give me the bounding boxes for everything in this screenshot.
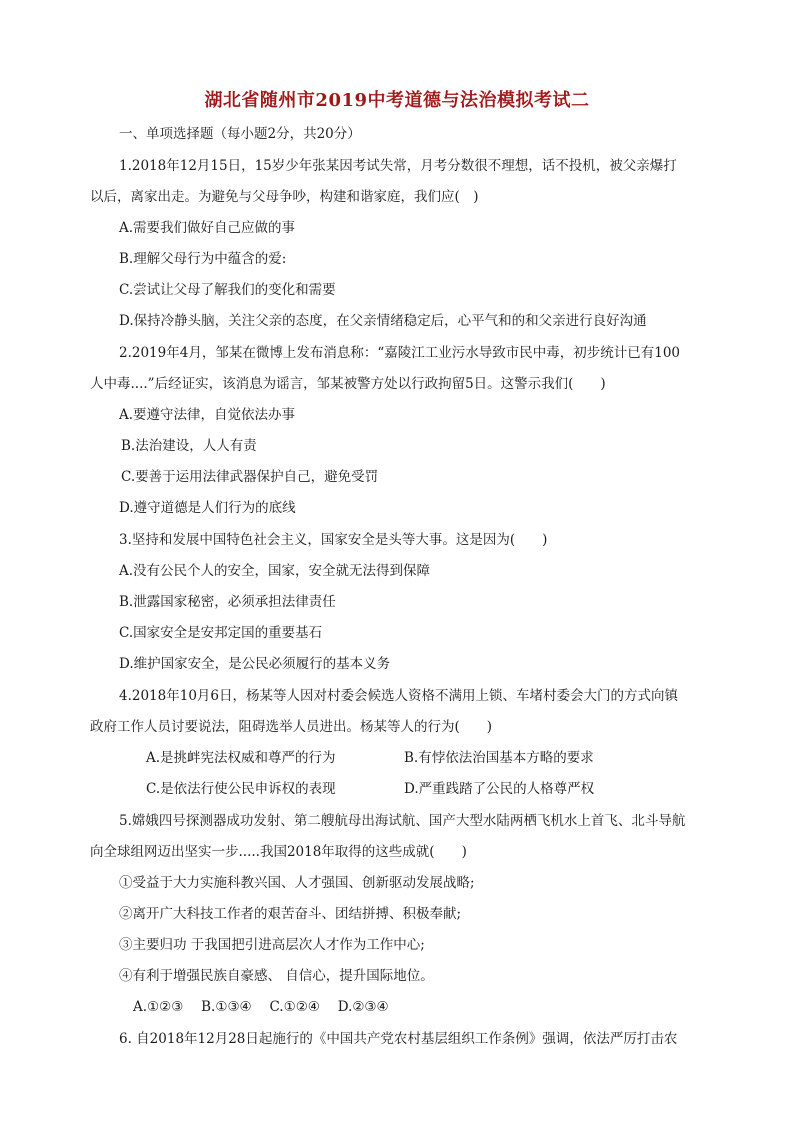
q1-option-a: A.需要我们做好自己应做的事	[119, 220, 296, 236]
q5-statement-4: ④有利于增强民族自豪感、 自信心，提升国际地位。	[119, 968, 434, 984]
q1-stem-line2: 以后，离家出走。为避免与父母争吵，构建和谐家庭，我们应( )	[90, 189, 479, 205]
q4-stem-line2: 政府工作人员讨要说法，阻碍选举人员进出。杨某等人的行为( )	[90, 719, 493, 735]
q1-option-b: B.理解父母行为中蕴含的爱:	[119, 251, 287, 267]
q5-stem-line2: 向全球组网迈出坚实一步.....我国2018年取得的这些成就( )	[90, 844, 467, 860]
q4-option-c: C.是依法行使公民申诉权的表现	[146, 781, 336, 797]
q1-option-d: D.保持冷静头脑，关注父亲的态度，在父亲情绪稳定后，心平气和的和父亲进行良好沟通	[119, 313, 647, 329]
q5-statement-3: ③主要归功 于我国把引进高层次人才作为工作中心;	[119, 937, 425, 953]
q2-option-a: A.要遵守法律，自觉依法办事	[119, 407, 296, 423]
q5-choices: A.①②③ B.①③④ C.①②④ D.②③④	[133, 999, 389, 1015]
section-heading: 一、单项选择题（每小题2分，共20分）	[119, 126, 361, 142]
page-title: 湖北省随州市2019中考道德与法治模拟考试二	[204, 90, 590, 111]
q3-option-d: D.维护国家安全，是公民必须履行的基本义务	[119, 656, 391, 672]
q4-option-b: B.有悖依法治国基本方略的要求	[404, 750, 594, 766]
q5-statement-2: ②离开广大科技工作者的艰苦奋斗、团结拼搏、积极奉献;	[119, 906, 462, 922]
q4-stem-line1: 4.2018年10月6日，杨某等人因对村委会候选人资格不满用上锁、车堵村委会大门的方式向镇	[119, 688, 679, 704]
q5-statement-1: ①受益于大力实施科教兴国、人才强国、创新驱动发展战略;	[119, 875, 475, 891]
q2-stem-line2: 人中毒....”后经证实，该消息为谣言，邹某被警方处以行政拘留5日。这警示我们( )	[90, 376, 606, 392]
q6-stem-line1: 6. 自2018年12月28日起施行的《中国共产党农村基层组织工作条例》强调，依法严厉打击农	[119, 1031, 678, 1047]
q4-option-a: A.是挑衅宪法权威和尊严的行为	[146, 750, 336, 766]
q3-stem-line1: 3.坚持和发展中国特色社会主义，国家安全是头等大事。这是因为( )	[119, 532, 548, 548]
q2-option-b: B.法治建设，人人有责	[121, 438, 257, 454]
q2-stem-line1: 2.2019年4月，邹某在微博上发布消息称：“嘉陵江工业污水导致市民中毒，初步统计已有100	[119, 345, 680, 361]
q3-option-b: B.泄露国家秘密，必须承担法律责任	[119, 594, 336, 610]
q3-option-a: A.没有公民个人的安全，国家，安全就无法得到保障	[119, 563, 431, 579]
q3-option-c: C.国家安全是安邦定国的重要基石	[119, 625, 323, 641]
q1-option-c: C.尝试让父母了解我们的变化和需要	[119, 282, 336, 298]
q2-option-c: C.要善于运用法律武器保护自己，避免受罚	[121, 469, 379, 485]
q2-option-d: D.遵守道德是人们行为的底线	[119, 500, 296, 516]
q1-stem-line1: 1.2018年12月15日，15岁少年张某因考试失常，月考分数很不理想，话不投机，被父亲爆打	[119, 158, 677, 174]
q4-option-d: D.严重践踏了公民的人格尊严权	[404, 781, 595, 797]
q5-stem-line1: 5.嫦娥四号探测器成功发射、第二艘航母出海试航、国产大型水陆两栖飞机水上首飞、北斗导航	[119, 813, 686, 829]
